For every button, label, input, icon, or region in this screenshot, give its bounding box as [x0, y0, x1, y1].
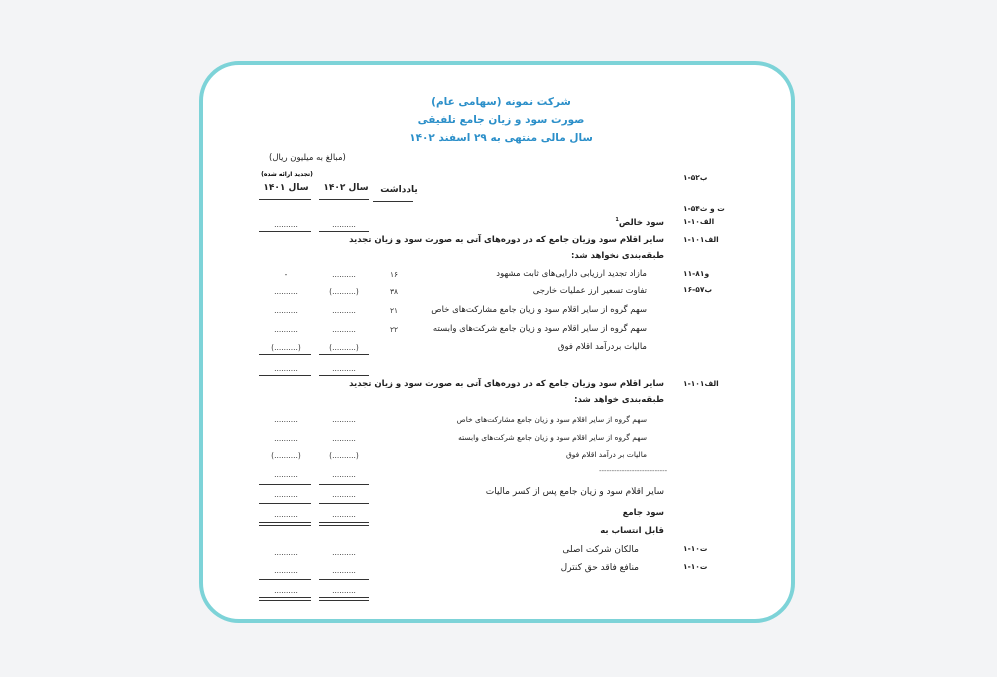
- ref-code: ب۵۲-۱: [683, 173, 708, 182]
- value-cell: ..........: [274, 566, 298, 575]
- note-ref: ۳۸: [389, 287, 399, 296]
- value-cell: ..........: [274, 470, 298, 479]
- value-cell: ..........: [274, 490, 298, 499]
- row-share-assoc-2: سهم گروه از سایر اقلام سود و زیان جامع شرکت‌های وابسته: [458, 433, 647, 442]
- oci-reclass-heading-2: طبقه‌بندی خواهد شد:: [574, 395, 664, 405]
- note-ref: ۲۱: [389, 306, 399, 315]
- value-cell: ..........: [332, 548, 356, 557]
- row-nci: منافع فاقد حق کنترل: [560, 563, 639, 573]
- statement-title: صورت سود و زیان جامع تلفیقی: [417, 114, 585, 126]
- oci-no-reclass-heading-2: طبقه‌بندی نخواهد شد:: [570, 251, 664, 261]
- value-cell: ..........: [274, 548, 298, 557]
- value-cell: (..........): [271, 343, 301, 352]
- value-cell: ..........: [332, 566, 356, 575]
- unit-note: (مبالغ به میلیون ریال): [269, 153, 346, 163]
- row-share-assoc: سهم گروه از سایر اقلام سود و زیان جامع شرکت‌های وابسته: [432, 324, 647, 334]
- value-cell: ..........: [332, 325, 356, 334]
- ref-code: الف۱۰۱-۱: [683, 379, 719, 388]
- row-total-ci: سود جامع: [622, 508, 664, 518]
- row-reval-surplus: مازاد تجدید ارزیابی دارایی‌های ثابت مشهود: [496, 269, 647, 279]
- value-cell: ..........: [274, 325, 298, 334]
- value-cell: ..........: [332, 220, 356, 229]
- row-owners: مالکان شرکت اصلی: [562, 545, 639, 555]
- note-ref: ۲۲: [389, 325, 399, 334]
- header-year-prev: سال ۱۴۰۱: [263, 183, 309, 193]
- header-year-curr: سال ۱۴۰۲: [323, 183, 369, 193]
- row-tax: مالیات بردرآمد اقلام فوق: [557, 342, 647, 352]
- net-profit-label: سود خالص: [618, 217, 664, 228]
- dash-separator: ---------------------------: [599, 467, 668, 475]
- value-cell: ..........: [332, 270, 356, 279]
- value-cell: ..........: [274, 510, 298, 519]
- value-cell: ..........: [332, 470, 356, 479]
- period-title: سال مالی منتهی به ۲۹ اسفند ۱۴۰۲: [409, 132, 593, 144]
- ref-code: ب۵۷-۱۶: [683, 285, 712, 294]
- value-cell: ..........: [332, 415, 356, 424]
- value-cell: -: [284, 270, 288, 279]
- oci-no-reclass-heading: سایر اقلام سود وزیان جامع که در دوره‌های آتی به صورت سود و زیان تجدید: [349, 235, 664, 245]
- oci-reclass-heading: سایر اقلام سود وزیان جامع که در دوره‌های آتی به صورت سود و زیان تجدید: [349, 379, 664, 389]
- ref-code: ت۱۰-۱: [683, 544, 708, 553]
- value-cell: ..........: [274, 287, 298, 296]
- row-fx-diff: تفاوت تسعیر ارز عملیات خارجی: [532, 286, 647, 296]
- ref-code: ت و ث۵۴-۱: [683, 204, 725, 213]
- value-cell: ..........: [274, 220, 298, 229]
- value-cell: ..........: [332, 510, 356, 519]
- row-share-jv-2: سهم گروه از سایر اقلام سود و زیان جامع مشارکت‌های خاص: [456, 415, 647, 424]
- value-cell: ..........: [332, 434, 356, 443]
- value-cell: ..........: [274, 434, 298, 443]
- value-cell: ..........: [274, 415, 298, 424]
- row-net-profit: [615, 217, 664, 228]
- value-cell: (..........): [329, 451, 359, 460]
- net-profit-footnote: 1: [615, 217, 619, 223]
- value-cell: ..........: [332, 586, 356, 595]
- restated-note: (تجدید ارائه شده): [261, 171, 313, 178]
- header-notes: یادداشت: [380, 185, 418, 195]
- value-cell: (..........): [329, 287, 359, 296]
- value-cell: ..........: [274, 306, 298, 315]
- row-share-jv: سهم گروه از سایر اقلام سود و زیان جامع مشارکت‌های خاص: [431, 305, 647, 315]
- value-cell: (..........): [271, 451, 301, 460]
- row-tax-2: مالیات بر درآمد اقلام فوق: [565, 450, 647, 459]
- value-cell: ..........: [332, 490, 356, 499]
- ref-code: ت۱۰-۱: [683, 562, 708, 571]
- company-title: شرکت نمونه (سهامی عام): [431, 96, 571, 108]
- row-attributable: قابل انتساب به: [600, 526, 664, 536]
- ref-code: الف۱۰۱-۱: [683, 235, 719, 244]
- statement-card: [199, 61, 795, 623]
- ref-code: و۸۱-۱۱: [683, 269, 710, 278]
- value-cell: ..........: [332, 306, 356, 315]
- value-cell: ..........: [274, 586, 298, 595]
- ref-code: الف۱۰-۱: [683, 217, 715, 226]
- note-ref: ۱۶: [389, 270, 399, 279]
- value-cell: (..........): [329, 343, 359, 352]
- value-cell: ..........: [274, 364, 298, 373]
- value-cell: ..........: [332, 364, 356, 373]
- row-oci-net: سایر اقلام سود و زیان جامع پس از کسر مالیات: [485, 487, 664, 497]
